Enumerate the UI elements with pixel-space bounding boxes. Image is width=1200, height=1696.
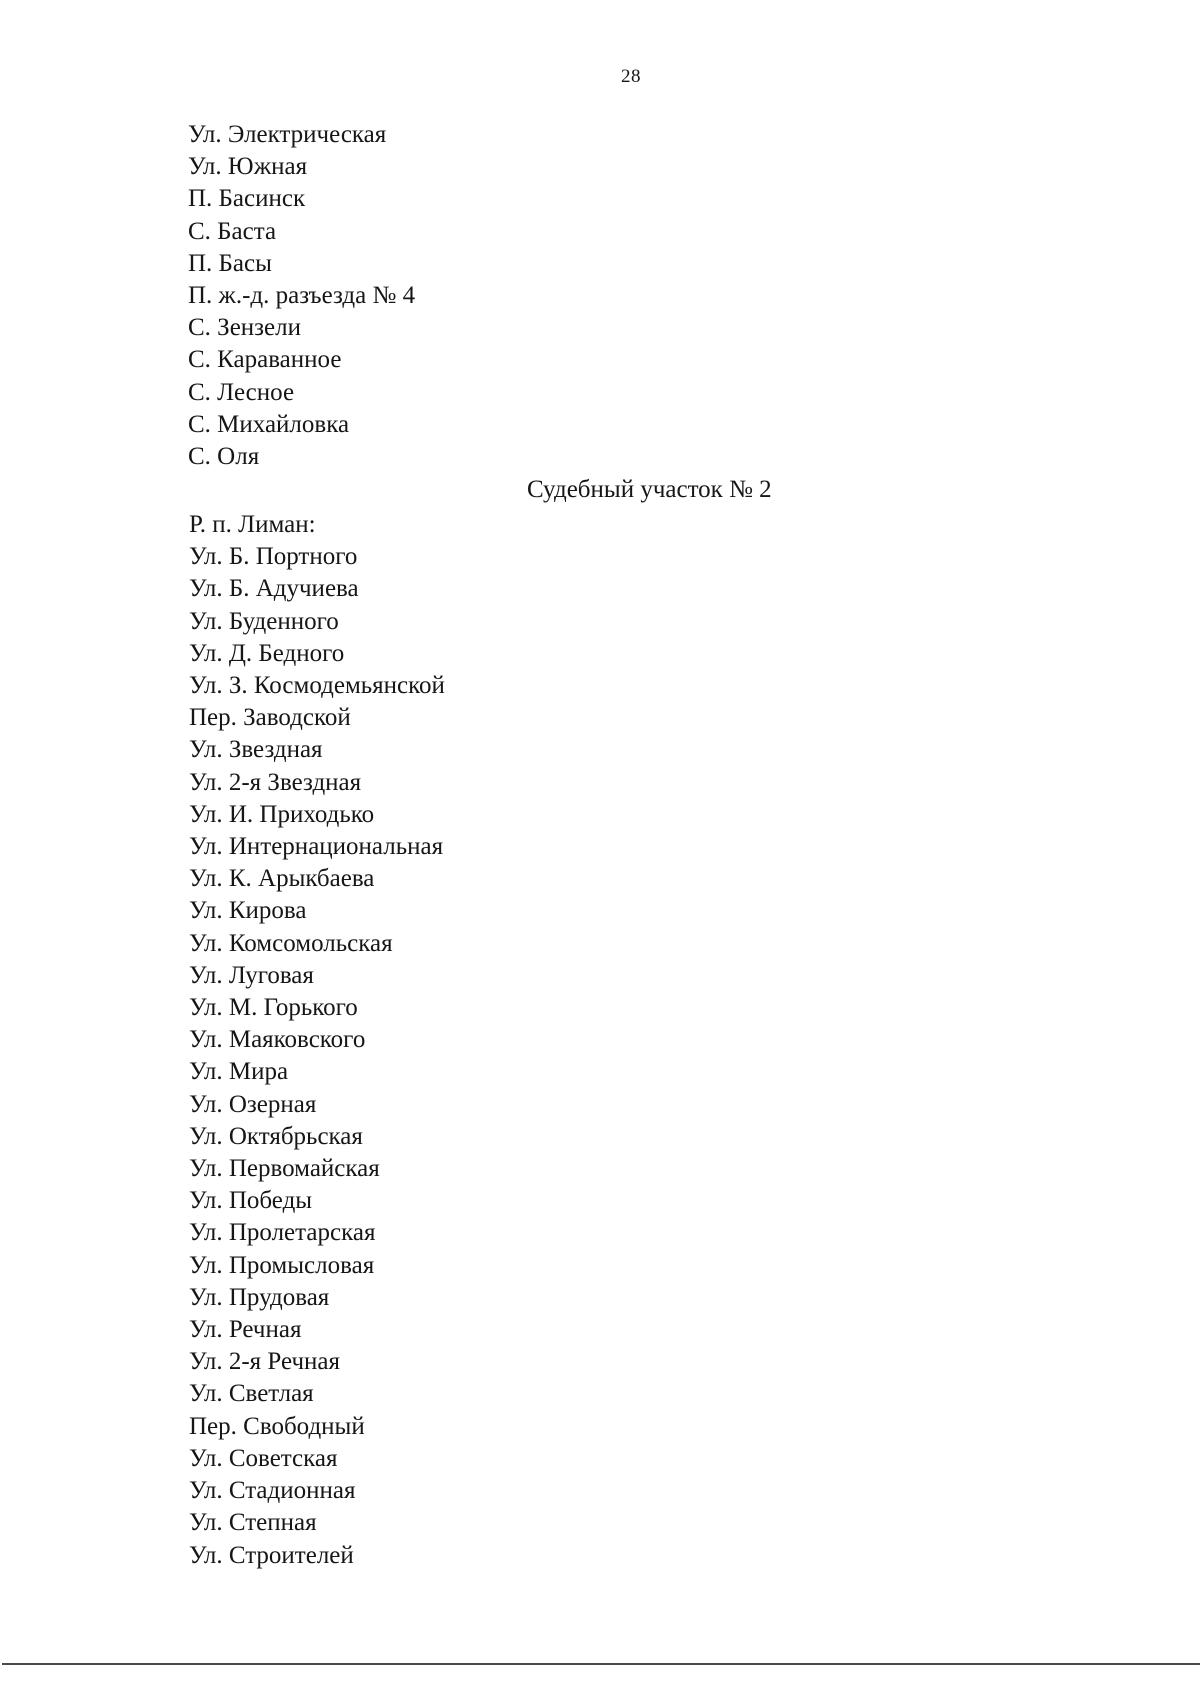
list-item: Ул. Луговая bbox=[189, 961, 314, 989]
list-item: Ул. Озерная bbox=[189, 1090, 317, 1118]
list-item: Ул. Светлая bbox=[189, 1380, 314, 1408]
list-item: Ул. Пролетарская bbox=[189, 1219, 376, 1247]
page-number: 28 bbox=[621, 66, 641, 87]
list-item: Ул. Мира bbox=[189, 1058, 289, 1086]
list-item: Ул. Электрическая bbox=[188, 121, 387, 148]
list-item: Ул. З. Космодемьянской bbox=[189, 672, 445, 700]
list-item: Ул. Октябрьская bbox=[189, 1122, 363, 1150]
list-item: Ул. К. Арыкбаева bbox=[189, 865, 375, 893]
list-item: П. Басы bbox=[188, 249, 272, 277]
locality-list-top bbox=[188, 119, 888, 473]
list-item: Пер. Свободный bbox=[189, 1412, 365, 1440]
list-item: Ул. Кирова bbox=[189, 897, 307, 925]
list-item: Ул. Первомайская bbox=[189, 1155, 380, 1183]
list-item: Ул. М. Горького bbox=[189, 994, 358, 1022]
list-item: Ул. 2-я Речная bbox=[189, 1348, 341, 1376]
list-item: Ул. Промысловая bbox=[189, 1251, 375, 1279]
list-item: Пер. Заводской bbox=[189, 704, 351, 732]
list-item: Ул. Строителей bbox=[189, 1541, 354, 1569]
list-item: Ул. Южная bbox=[188, 153, 308, 181]
bottom-rule bbox=[2, 1663, 1200, 1665]
list-item: Ул. Прудовая bbox=[189, 1283, 330, 1311]
list-item: Ул. 2-я Звездная bbox=[189, 768, 362, 796]
list-item: Ул. Степная bbox=[189, 1509, 317, 1537]
list-item: С. Караванное bbox=[188, 346, 342, 374]
list-item: С. Оля bbox=[188, 443, 260, 471]
list-item: Ул. Б. Адучиева bbox=[189, 575, 359, 603]
list-item: Ул. И. Приходько bbox=[189, 800, 375, 828]
list-item: Ул. Д. Бедного bbox=[189, 639, 345, 667]
list-item: П. ж.-д. разъезда № 4 bbox=[188, 282, 416, 310]
list-item: Ул. Буденного bbox=[189, 607, 339, 635]
list-item: С. Михайловка bbox=[188, 410, 350, 438]
list-item: С. Лесное bbox=[188, 378, 295, 406]
list-item: Ул. Комсомольская bbox=[189, 929, 393, 957]
list-item: Ул. Звездная bbox=[189, 736, 323, 764]
list-item: Р. п. Лиман: bbox=[189, 511, 316, 538]
list-item: Ул. Б. Портного bbox=[189, 543, 358, 571]
locality-list-bottom bbox=[189, 509, 889, 1572]
list-item: Ул. Стадионная bbox=[189, 1477, 356, 1505]
list-item: Ул. Маяковского bbox=[189, 1026, 366, 1054]
list-item: С. Баста bbox=[188, 217, 277, 245]
list-item: Ул. Победы bbox=[189, 1187, 313, 1215]
list-item: Ул. Речная bbox=[189, 1316, 302, 1344]
list-item: П. Басинск bbox=[188, 185, 306, 213]
list-item: С. Зензели bbox=[188, 314, 302, 342]
list-item: Ул. Советская bbox=[189, 1444, 338, 1472]
section-heading: Судебный участок № 2 bbox=[527, 476, 772, 503]
list-item: Ул. Интернациональная bbox=[189, 833, 444, 861]
